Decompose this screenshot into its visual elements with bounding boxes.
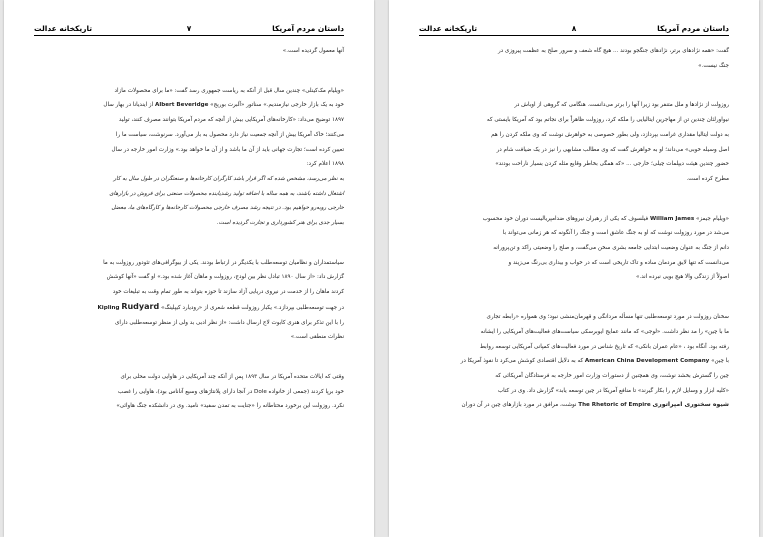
block-quote: به نظر می‌رسد، مشخص شده که اگر قرار باشد کارگران کارخانه‌ها و صنعتگران در طول سال به کار اشتغال داشته باشند، به همه ساله با اضافه تولید رشدیابنده محصولات صنعتی برای فروش در بازارهای خارجی روبه‌رو خواهیم بود. در نتیجه رشد مصرف خارجی محصولات کارخانه‌ها و کارگاه‌های ما، معضل بسیار جدی برای هنر کشورداری و تجارت گردیده است.	[109, 175, 344, 227]
book-title: داستان مردم آمریکا	[657, 24, 729, 33]
paragraph: گفت: «همه نژادهای برتر، نژادهای جنگجو بودند ... هیچ گاه شعف و سرور صلح به عظمت پیروزی در جنگ نیست.»	[497, 48, 729, 69]
paragraph: سخنان روزولت در مورد توسعه‌طلبی تنها مسأله مردانگی و قهرمان‌منشی نبود؛ وی همواره «رابطه تجاری ما با چین» را مد نظر داشت. «لوجی» که مانند عمایج ایوبرسکی سیاست‌های فعالیت‌های آمریکایی را ایشانه رفته بود. آنگاه بود ، «عام عمران بانکی» که تاریخ شناس در مورد فعالیت‌های کمپانی آمریکایی توسعه روابط با چین» American China Development Company که به دلایل اقتصادی کوشش می‌کرد تا نفوذ آمریکا در چین را گسترش بخشد نوشت، وی همچنین از دستورات وزارت امور خارجه به فرستادگان آمریکائی که «کلیه ابزار و وسایل لازم را بکار گیرند» تا منافع آمریکا در چین توسعه یابد» گزارش داد. وی در کتاب شیوه سخنوری امپراتوری The Rhetoric of Empire نوشت، مرافق در مورد بازارهای چین در آن دوران	[460, 314, 729, 409]
page-number: ۸	[571, 24, 577, 33]
page-header	[419, 21, 729, 36]
page-body	[421, 44, 729, 413]
paragraph: سیاستمداران و نظامیان توسعه‌طلب با یکدیگر در ارتباط بودند. یکی از بیوگرافی‌های تئودور روزولت به ما گزارش داد: «از سال ۱۸۹۰ تبادل نظر بین لودج، روزولت و ماهان آغاز شده بود.» او گفت «آنها کوشش کردند ماهان را از خدمت در نیروی دریایی آزاد سازند تا حوزه بتواند به طور تمام وقت به تبلیغات خود در جهت توسعه‌طلبی بپردازد.» یکبار روزولت قطعه شعری از «رودیارد کیپلینگ» Kipling Rudyard را با این تذکر برای هنری کابوت لاج ارسال داشت: «از نظر ادبی بد ولی از منظر توسعه‌طلبی دارای نظرات منطقی است.»	[97, 259, 344, 341]
chapter-title: تاریکخانه عدالت	[34, 24, 93, 33]
latin-name: Rudyard	[121, 301, 160, 311]
page-body	[36, 44, 344, 414]
book-title-inline: شیوه سخنوری امپراتوری	[652, 401, 729, 409]
paragraph: «ویلیام مک‌کینلی» چندین سال قبل از آنکه به ریاست جمهوری رسد گفت: «ما برای محصولات مازاد خود به یک بازار خارجی نیازمندیم.» سناتور «آلبرت بوریج» Albert Beveridge از ایندیانا در بهار سال ۱۸۹۷ توضیح می‌داد: «کارخانه‌های آمریکایی بیش از آنچه که مردم آمریکا بتوانند مصرف کنند، تولید می‌کنند؛ خاک آمریکا بیش از آنچه جمعیت نیاز دارد محصول به بار می‌آورد. سرنوشت، سیاست ما را تعیین کرده است؛ تجارت جهانی باید از آن ما باشد و از آن ما خواهد بود.» وزارت امور خارجه در سال ۱۸۹۸ اعلام کرد:	[103, 87, 344, 168]
paragraph: آنها معمول گردیده است.»	[282, 48, 344, 54]
latin-name: American China Development Company	[584, 358, 710, 365]
chapter-title: تاریکخانه عدالت	[419, 24, 478, 33]
latin-name: Albert Beveridge	[154, 102, 209, 109]
latin-name: The Rhetoric of Empire	[578, 402, 651, 409]
book-title: داستان مردم آمریکا	[272, 24, 344, 33]
paragraph: روزولت از نژادها و ملل متنفر بود زیرا آنها را برتر می‌دانست. هنگامی که گروهی از اوباش در نیواورلئان چندین تن از مهاجرین ایتالیایی را ملکه کرد، روزولت ظاهراً برای نجاتم بود که آمریکا بایستی که به دولت ایتالیا مقداری غرامت بپردازد، ولی بطور خصوصی به خواهرش نوشت که وی ملکه کردن را هم اصل وسیله خوبی» می‌داند؛ او به خواهرش گفت که وی مطالب مشابهی را نیز در یک ضیافت شام در حضور چندین هیئت دیپلمات چیلی؛ خارجی ... «که همگی بخاطر وقایع مثله کردن بسیار ناراحت بودند» مطرح کرده است.	[486, 102, 729, 182]
paragraph: وقتی که ایالات متحده آمریکا در سال ۱۸۹۳ پس از آنکه چند آمریکایی در هاوایی دولت محلی برای خود برپا کردند (جمعی از خانواده Dole در آنجا دارای پلانتاژهای وسیع آناناس بود)، هاوایی را غصب نکرد. روزولت این برخورد محتاطانه را «جنایت به تمدن سفید» نامید. وی در دانشکده جنگ هاوائی»	[116, 373, 344, 410]
page-header	[34, 21, 344, 36]
latin-name: William James	[649, 215, 695, 222]
page-number: ۷	[186, 24, 192, 33]
left-page	[4, 0, 374, 537]
right-page	[389, 0, 759, 537]
paragraph: «ویلیام جیمز» William James فیلسوف که یکی از رهبران نیروهای ضدامپریالیست دوران خود محسوب می‌شد در مورد روزولت نوشت که او به جنگ عاشق است و جنگ را آنگونه که هر زمانی می‌تواند با دانم از جنگ به عنوان وضعیت ابتدایی جامعه بشری سخن می‌گفت، و صلح را وضعیتی راکد و تن‌پرورانه می‌دانست که تنها لایق مردمان ساده و تاک تاریخی است که در خواب و بیداری بی‌رنگ می‌زیند و اصولاً از زندگی والا هیچ بویی نبرده اند.»	[482, 215, 729, 281]
